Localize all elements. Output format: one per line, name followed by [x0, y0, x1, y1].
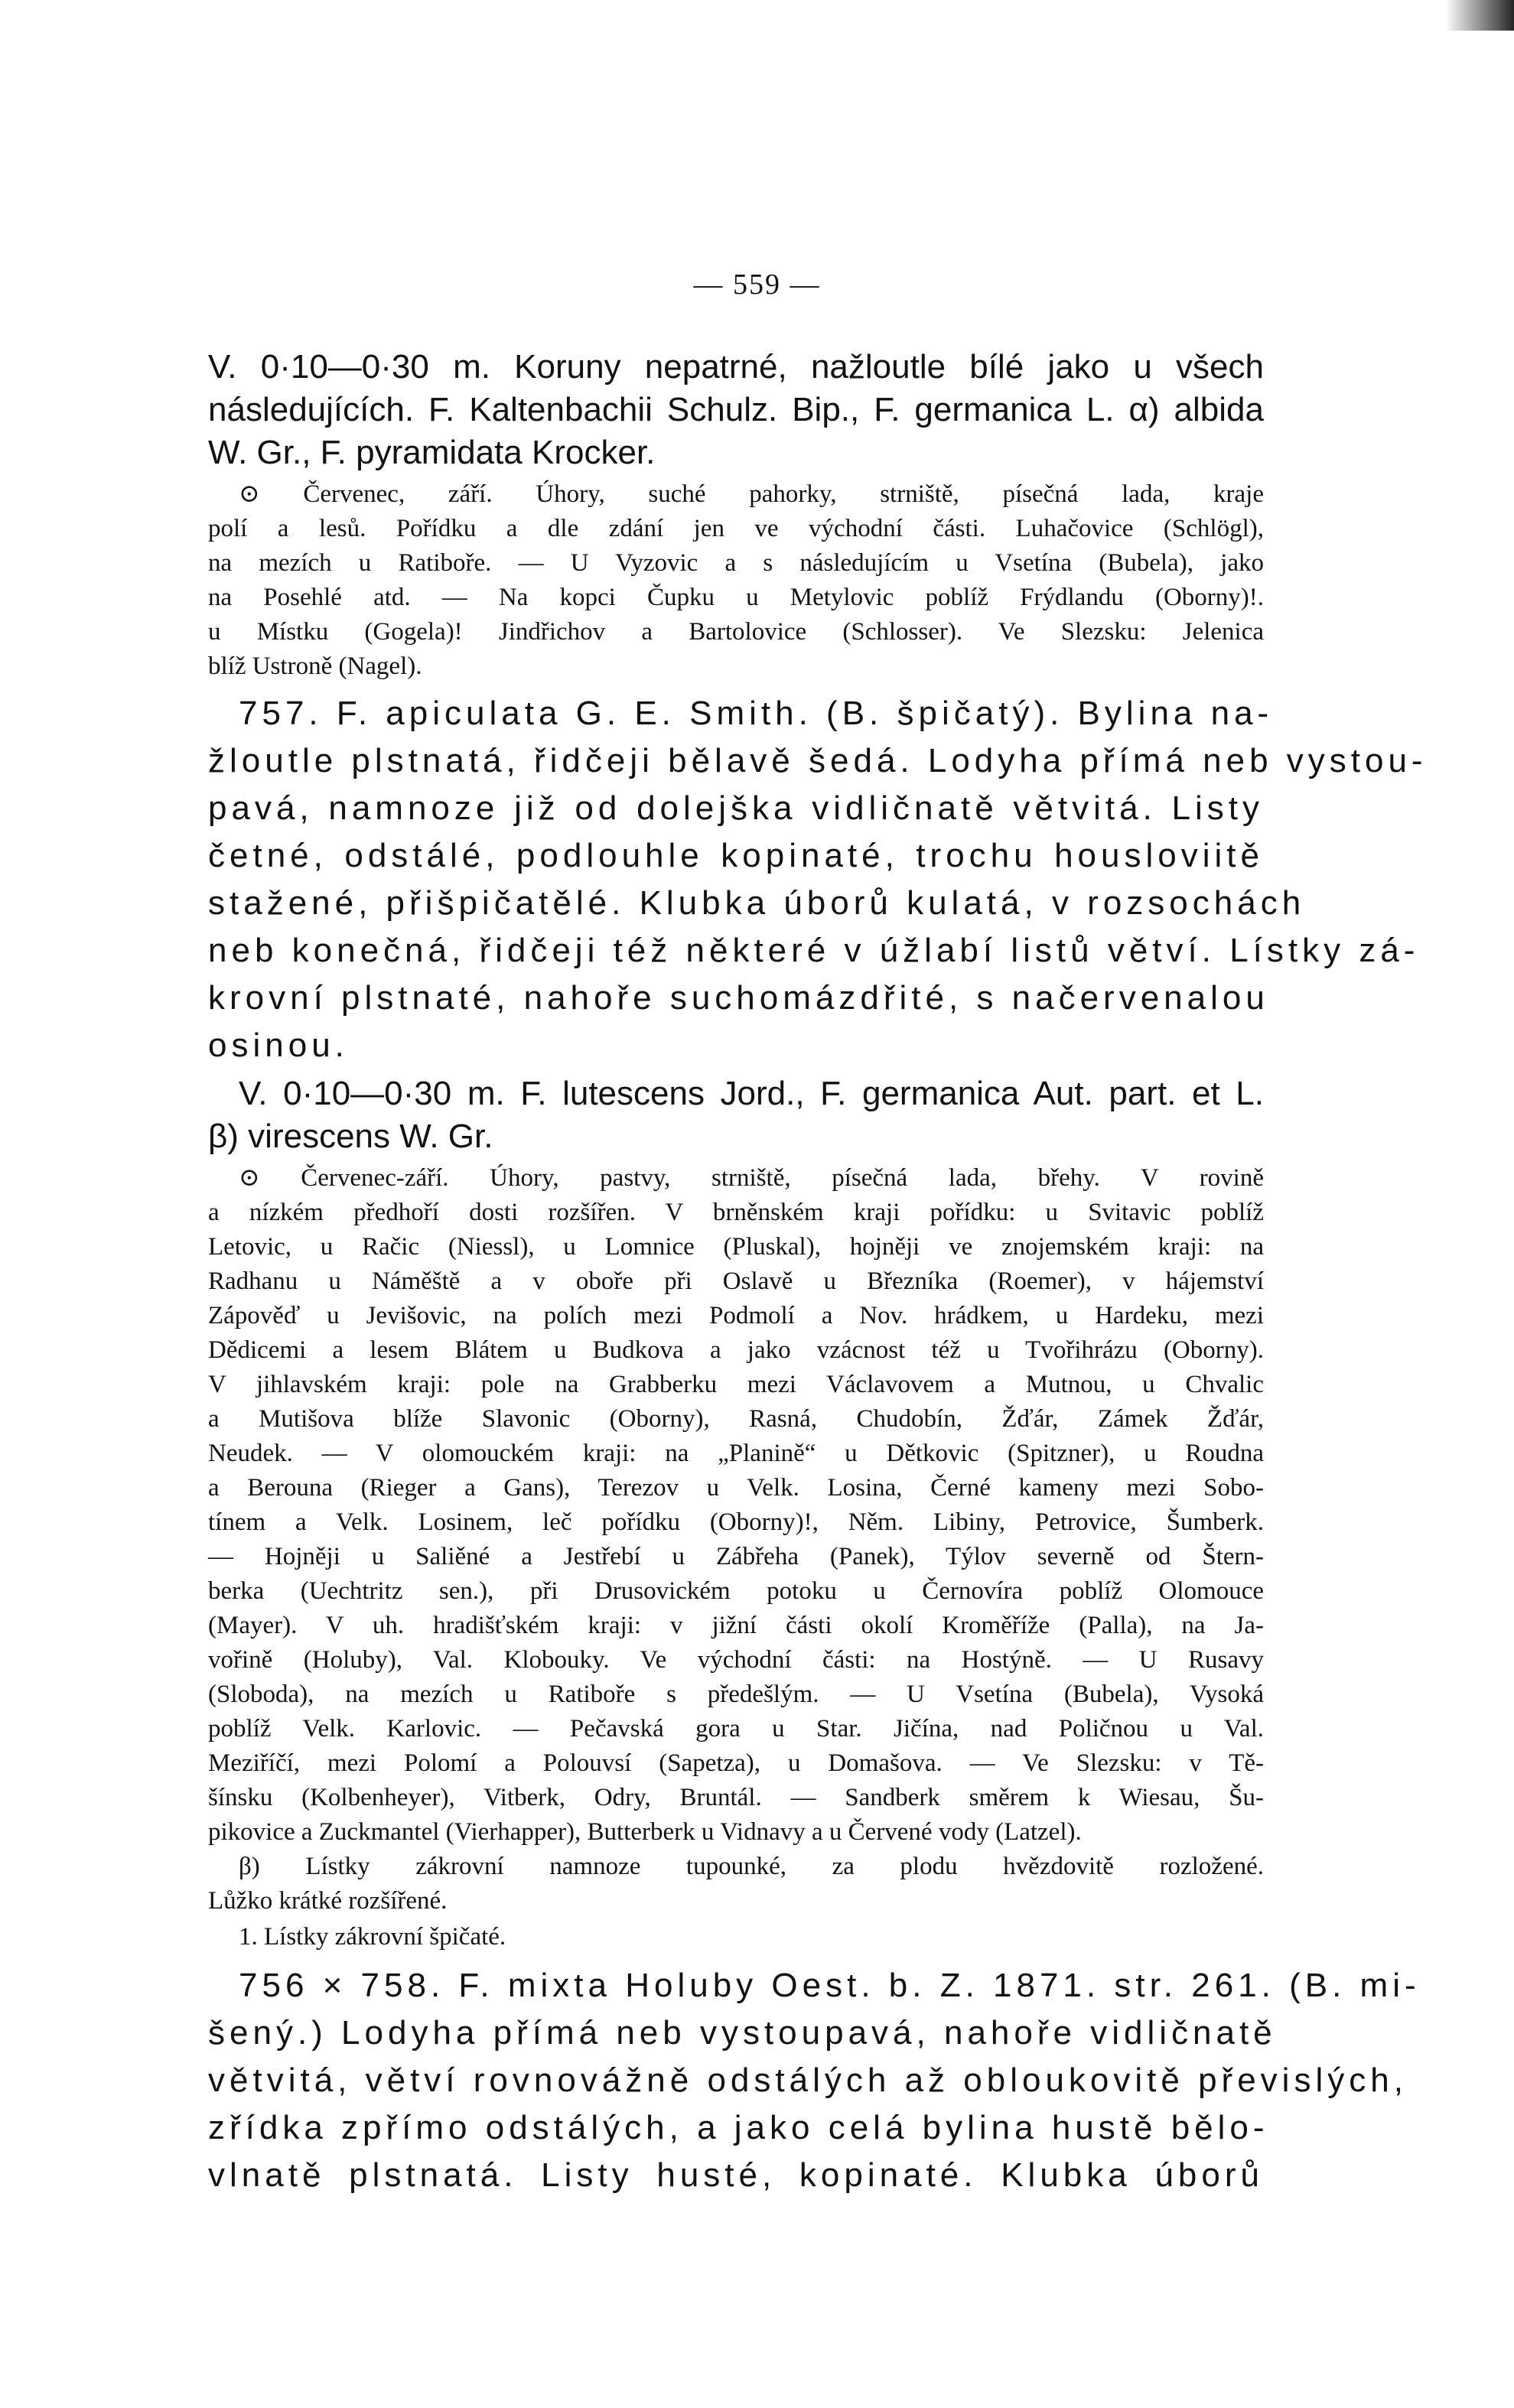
text-line: a Mutišova blíže Slavonic (Oborny), Rasná, Chudobín, Žďár, Zámek Žďár,	[208, 1405, 1264, 1433]
text-block	[208, 346, 1428, 2199]
text-line: a nízkém předhoří dosti rozšířen. V brněnském kraji pořídku: u Svitavic poblíž	[208, 1199, 1264, 1226]
text-line: na Posehlé atd. — Na kopci Čupku u Metylovic poblíž Frýdlandu (Oborny)!.	[208, 584, 1264, 611]
text-line: ⊙ Červenec, září. Úhory, suché pahorky, strniště, písečná lada, kraje	[239, 480, 1264, 508]
scan-edge-mark	[1445, 0, 1514, 31]
text-line: (Sloboda), na mezích u Ratibořе s předešlým. — U Vsetína (Bubela), Vysoká	[208, 1681, 1264, 1708]
text-line: 757. F. apiculata G. E. Smith. (B. špičatý). Bylina na-	[239, 695, 1274, 732]
text-line: a Berouna (Rieger a Gans), Terezov u Velk. Losina, Černé kameny mezi Sobo-	[208, 1474, 1264, 1502]
text-line: tínem a Velk. Losinem, leč pořídku (Oborny)!, Něm. Libiny, Petrovice, Šumberk.	[208, 1508, 1264, 1536]
text-line: poblíž Velk. Karlovic. — Pečavská gora u Star. Jičína, nad Poličnou u Val.	[208, 1715, 1264, 1743]
text-line: 1. Lístky zákrovní špičaté.	[239, 1923, 506, 1951]
text-line: β) virescens W. Gr.	[208, 1118, 493, 1155]
text-line: W. Gr., F. pyramidata Krocker.	[208, 434, 656, 471]
text-line: četné, odstálé, podlouhle kopinaté, trochu housloviitě	[208, 837, 1264, 874]
text-line: pikovice a Zuckmantel (Vierhapper), Butterberk u Vidnavy a u Červené vody (Latzel).	[208, 1818, 1082, 1846]
text-line: vořině (Holuby), Val. Klobouky. Ve východní části: na Hostýně. — U Rusavy	[208, 1646, 1264, 1674]
text-line: 756 × 758. F. mixta Holuby Oest. b. Z. 1871. str. 261. (B. mi-	[239, 1967, 1421, 2004]
text-line: Radhanu u Náměště a v obořе při Oslavě u Březníka (Roemer), v hájemství	[208, 1267, 1264, 1295]
text-line: Neudek. — V olomouckém kraji: na „Planině“ u Dětkovic (Spitzner), u Roudna	[208, 1440, 1264, 1467]
text-line: V jihlavském kraji: pole na Grabberku mezi Václavovem a Mutnou, u Chvalic	[208, 1371, 1264, 1398]
text-line: šínsku (Kolbenheyer), Vitberk, Odry, Bruntál. — Sandberk směrem k Wiesau, Šu-	[208, 1784, 1264, 1811]
text-line: Letovic, u Račic (Niessl), u Lomnice (Pluskal), hojněji ve znojemském kraji: na	[208, 1233, 1264, 1261]
text-line: žloutle plstnatá, řidčeji bělavě šedá. Lodyha přímá neb vystou-	[208, 742, 1428, 779]
text-line: — Hojněji u Saliěné a Jestřebí u Zábřeha (Panek), Týlov severně od Štern-	[208, 1543, 1264, 1570]
text-line: β) Lístky zákrovní namnoze tupounké, za plodu hvězdovitě rozložené.	[239, 1853, 1264, 1880]
text-line: na mezích u Ratiboře. — U Vyzovic a s následujícím u Vsetína (Bubela), jako	[208, 549, 1264, 577]
text-line: šený.) Lodyha přímá neb vystoupavá, nahoře vidličnatě	[208, 2014, 1277, 2052]
text-line: osinou.	[208, 1027, 349, 1064]
text-line: stažené, přišpičatělé. Klubka úborů kulatá, v rozsochách	[208, 884, 1306, 922]
text-line: V. 0·10—0·30 m. F. lutescens Jord., F. germanica Aut. part. et L.	[239, 1075, 1264, 1112]
text-line: zřídka zpřímo odstálých, a jako celá bylina hustě bělo-	[208, 2109, 1269, 2146]
text-line: Meziříčí, mezi Polomí a Polouvsí (Sapetza), u Domašova. — Ve Slezsku: v Tě-	[208, 1749, 1264, 1777]
text-line: Zápověď u Jevišovic, na polích mezi Podmolí a Nov. hrádkem, u Hardeku, mezi	[208, 1302, 1264, 1329]
text-line: pavá, namnoze již od dolejška vidličnatě větvitá. Listy	[208, 789, 1264, 827]
page-number: — 559 —	[693, 268, 821, 301]
text-line: polí a lesů. Pořídku a dle zdání jen ve východní části. Luhačovice (Schlögl),	[208, 515, 1264, 542]
text-line: blíž Ustroně (Nagel).	[208, 652, 422, 680]
text-line: Lůžko krátké rozšířené.	[208, 1887, 448, 1915]
text-line: ⊙ Červenec-září. Úhory, pastvy, strniště, písečná lada, břehy. V rovině	[239, 1164, 1264, 1192]
text-line: neb konečná, řidčeji též některé v úžlabí listů větví. Lístky zá-	[208, 932, 1420, 969]
text-line: (Mayer). V uh. hradišťském kraji: v jižní části okolí Kroměříže (Palla), na Ja-	[208, 1612, 1264, 1639]
text-line: krovní plstnaté, nahoře suchomázdřité, s načervenalou	[208, 979, 1269, 1017]
text-line: V. 0·10—0·30 m. Koruny nepatrné, nažloutle bílé jako u všech	[208, 348, 1264, 386]
text-line: větvitá, větví rovnovážně odstálých až obloukovitě převislých,	[208, 2061, 1408, 2099]
text-line: vlnatě plstnatá. Listy husté, kopinaté. Klubka úborů	[208, 2156, 1264, 2194]
text-line: následujících. F. Kaltenbachii Schulz. Bip., F. germanica L. α) albida	[208, 391, 1264, 428]
text-line: berka (Uechtritz sen.), při Drusovickém potoku u Černovíra poblíž Olomouce	[208, 1577, 1264, 1605]
text-line: u Místku (Gogela)! Jindřichov a Bartolovice (Schlosser). Ve Slezsku: Jelenica	[208, 618, 1264, 646]
text-line: Dědicemi a lesem Blátem u Budkova a jako vzácnost též u Tvořihrázu (Oborny).	[208, 1336, 1264, 1364]
